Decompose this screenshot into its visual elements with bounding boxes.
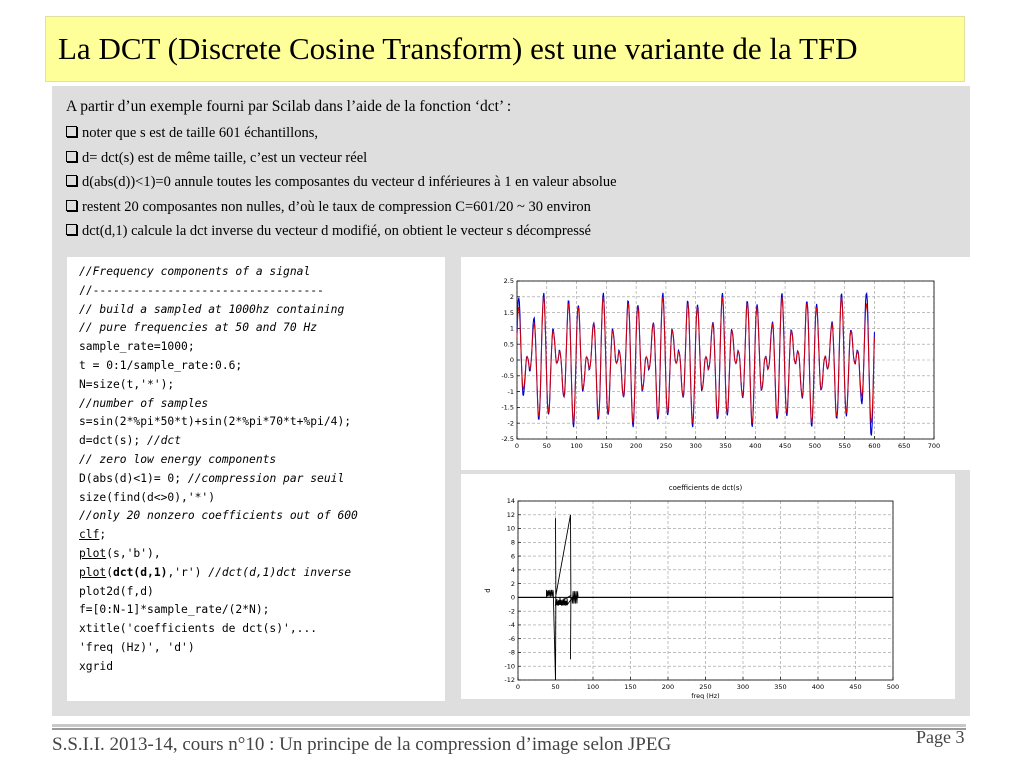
x-axis-label: freq (Hz) [691, 692, 720, 699]
y-tick-label: -1 [507, 387, 514, 396]
y-axis-label: d [484, 588, 492, 593]
footer-divider [52, 724, 966, 727]
code-line: f=[0:N-1]*sample_rate/(2*N); [79, 603, 270, 617]
y-tick-label: 0.5 [503, 340, 514, 349]
y-tick-label: 2.5 [503, 277, 514, 286]
slide-title: La DCT (Discrete Cosine Transform) est une variante de la TFD [58, 31, 858, 66]
code-line: ; [99, 528, 107, 542]
code-line: //Frequency components of a signal [79, 265, 311, 278]
x-tick-label: 550 [838, 442, 851, 450]
code-line: D(abs(d)<1)= 0; [79, 471, 188, 485]
code-line: plot2d(f,d) [79, 584, 154, 598]
dct-coefficients-series [518, 515, 893, 680]
x-tick-label: 400 [811, 683, 825, 691]
x-tick-label: 0 [515, 683, 521, 691]
signal-plot [461, 257, 972, 470]
code-line: s=sin(2*%pi*50*t)+sin(2*%pi*70*t+%pi/4); [79, 415, 352, 429]
checkbox-bullet-icon [66, 175, 77, 186]
x-tick-label: 0 [514, 442, 520, 450]
x-tick-label: 650 [898, 442, 911, 450]
x-tick-label: 500 [886, 683, 900, 691]
y-tick-label: 4 [510, 566, 515, 575]
code-line: 'freq (Hz)', 'd') [79, 640, 195, 654]
code-line: //---------------------------------- [79, 283, 324, 297]
x-tick-label: 400 [749, 442, 762, 450]
checkbox-bullet-icon [66, 224, 77, 235]
y-tick-label: -6 [508, 634, 515, 643]
x-tick-label: 450 [849, 683, 862, 691]
code-line: sample_rate=1000; [79, 340, 195, 354]
content-panel [52, 86, 970, 716]
code-line: // build a sampled at 1000hz containing [79, 302, 345, 316]
code-comment: //compression par seuil [187, 471, 345, 485]
code-comment: //dct [147, 434, 182, 448]
bullet-item: dct(d,1) calcule la dct inverse du vecteur d modifié, on obtient le vecteur s décompressé [66, 222, 617, 247]
x-tick-label: 300 [736, 683, 750, 691]
y-tick-label: -1.5 [501, 403, 514, 412]
code-line: N=size(t,'*'); [79, 377, 175, 391]
y-tick-label: -2 [507, 419, 514, 428]
title-banner [45, 16, 965, 82]
chart-title: coefficients de dct(s) [668, 484, 743, 492]
y-tick-label: 1 [509, 324, 514, 333]
y-tick-label: 1.5 [503, 308, 514, 317]
code-comment: //dct(d,1)dct inverse [208, 565, 352, 579]
code-keyword: plot [79, 565, 107, 579]
x-tick-label: 250 [699, 683, 712, 691]
y-tick-label: 6 [510, 552, 515, 561]
code-line: xgrid [79, 659, 114, 673]
footer-text: S.S.I.I. 2013-14, cours n°10 : Un principe de la compression d’image selon JPEG [52, 734, 672, 755]
y-tick-label: -0.5 [501, 372, 514, 380]
x-tick-label: 300 [689, 442, 702, 450]
y-tick-label: 14 [506, 497, 515, 506]
x-tick-label: 500 [808, 442, 822, 450]
x-tick-label: 50 [551, 683, 560, 691]
y-tick-label: -2.5 [501, 435, 514, 444]
x-tick-label: 50 [542, 442, 551, 450]
code-line: xtitle('coefficients de dct(s)',... [79, 622, 318, 636]
bullet-item: d(abs(d))<1)=0 annule toutes les composantes du vecteur d inférieures à 1 en valeur absolue [66, 173, 617, 198]
code-line: //only 20 nonzero coefficients out of 600 [79, 509, 358, 523]
code-line: //number of samples [79, 396, 209, 410]
code-bold: dct(d,1) [113, 565, 168, 579]
x-tick-label: 700 [927, 442, 941, 450]
y-tick-label: 8 [510, 538, 515, 547]
code-keyword: plot [79, 546, 107, 560]
x-tick-label: 100 [586, 683, 600, 691]
code-line: (s,'b'), [106, 546, 161, 560]
code-panel [67, 257, 445, 701]
y-tick-label: 2 [509, 293, 514, 301]
code-line: t = 0:1/sample_rate:0.6; [79, 358, 243, 372]
x-tick-label: 350 [719, 442, 732, 450]
y-tick-label: 0 [509, 356, 514, 365]
dct-coefficients-plot [461, 474, 955, 699]
x-tick-label: 450 [778, 442, 792, 450]
signal-series-blue [517, 293, 874, 436]
code-line: // pure frequencies at 50 and 70 Hz [79, 321, 318, 335]
code-line: ( [106, 565, 114, 579]
code-line: size(find(d<>0),'*') [79, 490, 216, 504]
x-tick-label: 350 [774, 683, 787, 691]
code-block [67, 257, 445, 677]
x-tick-label: 200 [629, 442, 643, 450]
code-line: // zero low energy components [79, 452, 277, 466]
code-keyword: clf [79, 528, 100, 542]
x-tick-label: 150 [600, 442, 613, 450]
intro-text: A partir d’un exemple fourni par Scilab dans l’aide de la fonction ‘dct’ : [66, 98, 512, 115]
bullet-item: restent 20 composantes non nulles, d’où le taux de compression C=601/20 ~ 30 environ [66, 198, 617, 223]
x-tick-label: 150 [624, 683, 637, 691]
x-tick-label: 200 [661, 683, 675, 691]
y-tick-label: 12 [506, 510, 515, 519]
bullet-item: noter que s est de taille 601 échantillons, [66, 124, 617, 149]
x-tick-label: 250 [659, 442, 673, 450]
y-tick-label: 10 [506, 524, 515, 533]
y-tick-label: -4 [508, 621, 515, 630]
footer-divider [52, 728, 966, 730]
y-tick-label: 0 [510, 593, 515, 602]
y-tick-label: -8 [508, 648, 515, 657]
checkbox-bullet-icon [66, 200, 77, 211]
x-tick-label: 100 [570, 442, 583, 450]
code-line: d=dct(s); [79, 434, 148, 448]
bullet-list [66, 124, 617, 247]
checkbox-bullet-icon [66, 126, 77, 137]
signal-plot-panel [461, 257, 972, 470]
y-tick-label: -2 [508, 607, 515, 616]
page-number: Page 3 [916, 727, 965, 747]
checkbox-bullet-icon [66, 151, 77, 162]
x-tick-label: 600 [868, 442, 881, 450]
bullet-item: d= dct(s) est de même taille, c’est un vecteur réel [66, 149, 617, 174]
y-tick-label: 2 [510, 579, 515, 588]
dct-plot-panel [461, 474, 955, 699]
y-tick-label: -12 [504, 676, 515, 685]
code-line: ,'r') [167, 565, 209, 579]
y-tick-label: -10 [504, 662, 515, 671]
